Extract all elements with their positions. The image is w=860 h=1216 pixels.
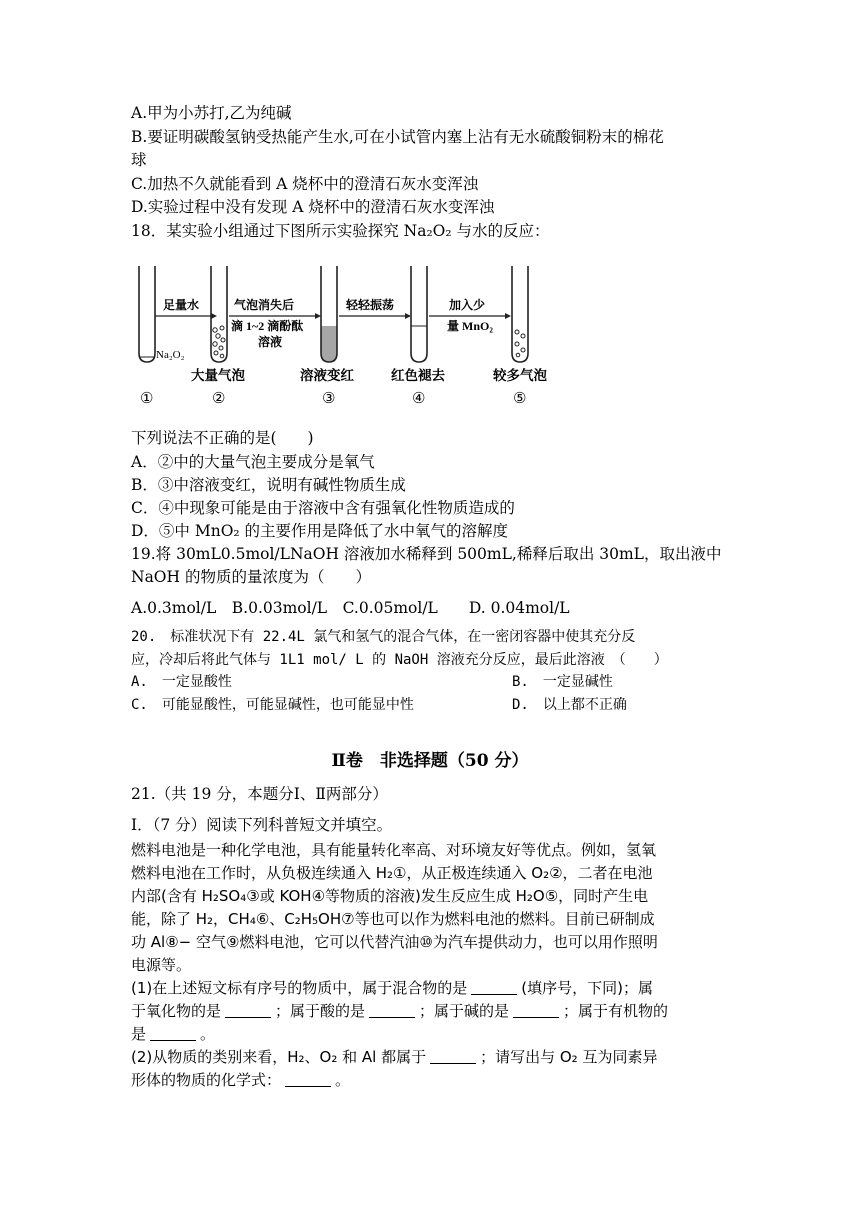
q19-options: A.0.3mol/L B.0.03mol/L C.0.05mol/L D. 0.04mol/L xyxy=(131,599,570,617)
q1-text-acid: ；属于酸的是 xyxy=(275,1002,366,1020)
q20-option-a: A. 一定显酸性 xyxy=(131,674,232,690)
q1-text-is: 是 xyxy=(131,1025,147,1043)
tube1-label: Na₂O₂ xyxy=(156,349,185,361)
q20-line1: 20. 标准状况下有 22.4L 氯气和氢气的混合气体，在一密闭容器中使其充分反 xyxy=(131,629,636,645)
passage-line-6: 电源等。 xyxy=(131,956,192,974)
experiment-figure xyxy=(131,258,571,408)
q20-option-d: D. 以上都不正确 xyxy=(512,697,627,713)
q2-text-category: (2)从物质的类别来看，H₂、O₂ 和 Al 都属于 xyxy=(131,1048,427,1066)
q18-option-a: A．②中的大量气泡主要成分是氧气 xyxy=(131,453,375,471)
arrow3-top-label: 轻轻振荡 xyxy=(346,298,395,312)
blank-category[interactable] xyxy=(430,1049,476,1064)
arrow2-bottom-label-2: 溶液 xyxy=(258,335,283,349)
number-2: ② xyxy=(212,391,226,407)
test-tube-1 xyxy=(139,266,185,362)
caption-tube3: 溶液变红 xyxy=(300,368,354,383)
q2-text-formula: 形体的物质的化学式： xyxy=(131,1071,282,1089)
passage-line-1: 燃料电池是一种化学电池，具有能量转化率高、对环境友好等优点。例如，氢氧 xyxy=(131,841,657,859)
blank-base[interactable] xyxy=(513,1003,559,1018)
q1-text-oxide: 于氧化物的是 xyxy=(131,1002,222,1020)
number-4: ④ xyxy=(412,391,426,407)
arrow1-top-label: 足量水 xyxy=(163,298,200,312)
caption-tube4: 红色褪去 xyxy=(391,368,445,383)
passage-line-2: 燃料电池在工作时，从负极连续通入 H₂①，从正极连续通入 O₂②，二者在电池 xyxy=(131,864,653,882)
q17-option-d: D.实验过程中没有发现 A 烧杯中的澄清石灰水变浑浊 xyxy=(131,198,495,216)
q17-option-b: B.要证明碳酸氢钠受热能产生水,可在小试管内塞上沾有无水硫酸铜粉末的棉花 xyxy=(131,128,664,146)
q18-option-c: C．④中现象可能是由于溶液中含有强氧化性物质造成的 xyxy=(131,499,515,517)
q18-ask: 下列说法不正确的是( ) xyxy=(131,429,314,447)
passage-line-5: 功 Al⑧− 空气⑨燃料电池，它可以代替汽油⑩为汽车提供动力，也可以用作照明 xyxy=(131,933,658,951)
q1-text-end: 。 xyxy=(200,1025,216,1043)
q21-q1-line3 xyxy=(131,1023,215,1045)
q21-head: 21.（共 19 分，本题分Ⅰ、Ⅱ两部分） xyxy=(131,785,388,803)
blank-oxide[interactable] xyxy=(225,1003,271,1018)
q1-text-base: ；属于碱的是 xyxy=(419,1002,510,1020)
caption-tube5: 较多气泡 xyxy=(493,368,547,383)
number-5: ⑤ xyxy=(513,391,527,407)
q21-q1-line1 xyxy=(131,977,653,999)
caption-tube2: 大量气泡 xyxy=(191,368,245,383)
arrow2-top-label: 气泡消失后 xyxy=(234,298,295,312)
q20-line2: 应，冷却后将此气体与 1L1 mol/ L 的 NaOH 溶液充分反应，最后此溶液 （ ） xyxy=(131,652,668,668)
q17-option-a: A.甲为小苏打,乙为纯碱 xyxy=(131,104,292,122)
q17-option-c: C.加热不久就能看到 A 烧杯中的澄清石灰水变浑浊 xyxy=(131,175,479,193)
q21-q2-line2 xyxy=(131,1069,350,1091)
arrow4-bottom-label: 量 MnO₂ xyxy=(447,319,493,333)
q18-option-d: D．⑤中 MnO₂ 的主要作用是降低了水中氧气的溶解度 xyxy=(131,522,509,540)
test-tube-4 xyxy=(411,266,427,362)
q18-stem: 18．某实验小组通过下图所示实验探究 Na₂O₂ 与水的反应： xyxy=(131,222,550,240)
passage-line-3: 内部(含有 H₂SO₄③或 KOH④等物质的溶液)发生反应生成 H₂O⑤，同时产生电 xyxy=(131,887,649,905)
q1-text-mixture: (1)在上述短文标有序号的物质中，属于混合物的是 xyxy=(131,979,468,997)
q19-line1: 19.将 30mL0.5mol/LNaOH 溶液加水稀释到 500mL,稀释后取出 30mL，取出液中 xyxy=(131,545,722,563)
q17-option-b-cont: 球 xyxy=(131,151,147,169)
blank-acid[interactable] xyxy=(369,1003,415,1018)
q1-text-organic: ；属于有机物的 xyxy=(563,1002,669,1020)
q2-text-end: 。 xyxy=(335,1071,351,1089)
q21-q1-line2 xyxy=(131,1000,668,1022)
arrow2-bottom-label-1: 滴 1~2 滴酚酞 xyxy=(231,319,304,333)
test-tube-3 xyxy=(321,266,337,362)
number-1: ① xyxy=(140,391,154,407)
blank-organic[interactable] xyxy=(150,1026,196,1041)
test-tube-5 xyxy=(512,266,528,362)
q21-part1: Ⅰ．（7 分）阅读下列科普短文并填空。 xyxy=(131,816,393,834)
test-tube-2 xyxy=(211,266,227,362)
q20-option-c: C. 可能显酸性，可能显碱性，也可能显中性 xyxy=(131,697,414,713)
passage-line-4: 能，除了 H₂，CH₄⑥、C₂H₅OH⑦等也可以作为燃料电池的燃料。目前已研制成 xyxy=(131,910,655,928)
q18-option-b: B．③中溶液变红，说明有碱性物质生成 xyxy=(131,476,406,494)
q20-option-b: B. 一定显碱性 xyxy=(512,674,613,690)
q19-line2: NaOH 的物质的量浓度为（ ） xyxy=(131,568,371,586)
arrow4-top-label: 加入少 xyxy=(449,298,486,312)
q1-text-hint: (填序号，下同)；属 xyxy=(521,979,653,997)
q2-text-allotrope: ；请写出与 O₂ 互为同素异 xyxy=(480,1048,658,1066)
blank-formula[interactable] xyxy=(285,1072,331,1087)
q21-q2-line1 xyxy=(131,1046,657,1068)
section-title: Ⅱ卷 非选择题（50 分） xyxy=(331,751,529,771)
number-3: ③ xyxy=(322,391,336,407)
blank-mixture[interactable] xyxy=(471,980,517,995)
